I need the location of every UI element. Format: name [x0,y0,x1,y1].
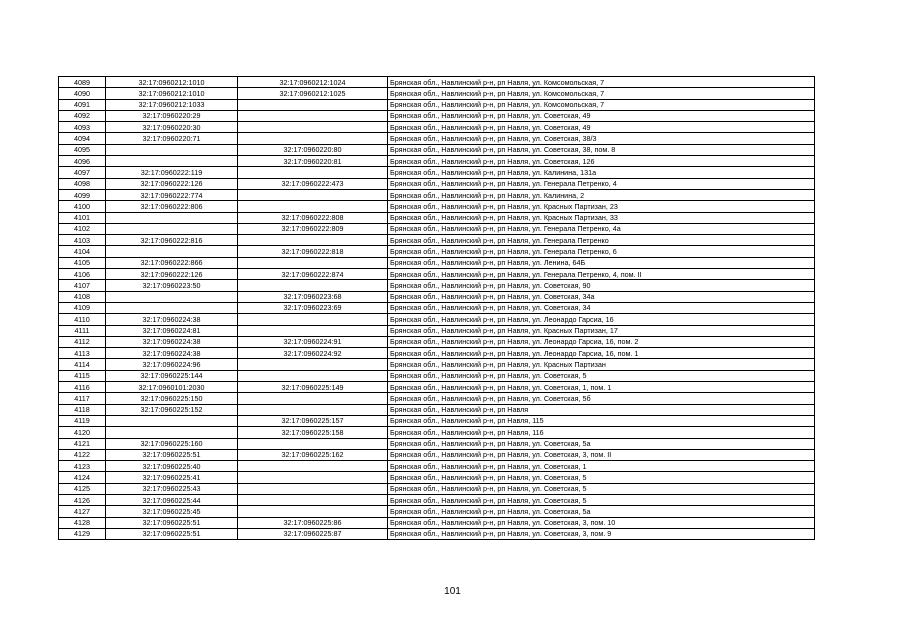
row-number-cell: 4095 [59,144,106,155]
address-cell: Брянская обл., Навлинский р-н, рп Навля, ул. Советская, 126 [388,156,815,167]
linked-cadastral-number-cell: 32:17:0960220:81 [238,156,388,167]
row-number-cell: 4099 [59,189,106,200]
cadastral-number-cell: 32:17:0960222:866 [106,257,238,268]
row-number-cell: 4090 [59,88,106,99]
table-row [59,257,815,268]
table-row [59,528,815,539]
linked-cadastral-number-cell: 32:17:0960225:86 [238,517,388,528]
linked-cadastral-number-cell [238,99,388,110]
row-number-cell: 4120 [59,427,106,438]
row-number-cell: 4127 [59,506,106,517]
table-row [59,336,815,347]
linked-cadastral-number-cell [238,167,388,178]
address-cell: Брянская обл., Навлинский р-н, рп Навля, ул. Генерала Петренко, 6 [388,246,815,257]
row-number-cell: 4089 [59,77,106,88]
row-number-cell: 4104 [59,246,106,257]
linked-cadastral-number-cell: 32:17:0960225:162 [238,449,388,460]
row-number-cell: 4106 [59,269,106,280]
address-cell: Брянская обл., Навлинский р-н, рп Навля, ул. Советская, 38/3 [388,133,815,144]
linked-cadastral-number-cell [238,506,388,517]
address-cell: Брянская обл., Навлинский р-н, рп Навля, ул. Красных Партизан, 23 [388,201,815,212]
table-row [59,235,815,246]
cadastral-number-cell [106,144,238,155]
row-number-cell: 4103 [59,235,106,246]
address-cell: Брянская обл., Навлинский р-н, рп Навля, ул. Комсомольская, 7 [388,88,815,99]
row-number-cell: 4110 [59,314,106,325]
table-row [59,438,815,449]
table-row [59,314,815,325]
linked-cadastral-number-cell [238,257,388,268]
linked-cadastral-number-cell [238,189,388,200]
address-cell: Брянская обл., Навлинский р-н, рп Навля, ул. Красных Партизан [388,359,815,370]
linked-cadastral-number-cell: 32:17:0960225:157 [238,415,388,426]
table-row [59,393,815,404]
row-number-cell: 4111 [59,325,106,336]
address-cell: Брянская обл., Навлинский р-н, рп Навля, ул. Советская, 5а [388,438,815,449]
linked-cadastral-number-cell: 32:17:0960220:80 [238,144,388,155]
table-row [59,291,815,302]
address-cell: Брянская обл., Навлинский р-н, рп Навля, ул. Советская, 3, пом. 9 [388,528,815,539]
linked-cadastral-number-cell [238,235,388,246]
row-number-cell: 4108 [59,291,106,302]
cadastral-number-cell: 32:17:0960220:30 [106,122,238,133]
table-row [59,133,815,144]
cadastral-number-cell [106,291,238,302]
linked-cadastral-number-cell: 32:17:0960222:808 [238,212,388,223]
table-row [59,348,815,359]
linked-cadastral-number-cell [238,461,388,472]
address-cell: Брянская обл., Навлинский р-н, рп Навля, 115 [388,415,815,426]
row-number-cell: 4114 [59,359,106,370]
row-number-cell: 4100 [59,201,106,212]
linked-cadastral-number-cell: 32:17:0960222:818 [238,246,388,257]
address-cell: Брянская обл., Навлинский р-н, рп Навля, ул. Комсомольская, 7 [388,99,815,110]
records-table-body [59,77,815,540]
address-cell: Брянская обл., Навлинский р-н, рп Навля, ул. Генерала Петренко, 4, пом. II [388,269,815,280]
row-number-cell: 4116 [59,382,106,393]
address-cell: Брянская обл., Навлинский р-н, рп Навля, ул. Советская, 5 [388,370,815,381]
table-row [59,201,815,212]
address-cell: Брянская обл., Навлинский р-н, рп Навля, ул. Советская, 5 [388,472,815,483]
linked-cadastral-number-cell: 32:17:0960212:1024 [238,77,388,88]
cadastral-number-cell: 32:17:0960212:1010 [106,77,238,88]
address-cell: Брянская обл., Навлинский р-н, рп Навля, ул. Советская, 5 [388,494,815,505]
linked-cadastral-number-cell [238,280,388,291]
linked-cadastral-number-cell: 32:17:0960223:68 [238,291,388,302]
cadastral-number-cell: 32:17:0960101:2030 [106,382,238,393]
cadastral-number-cell: 32:17:0960225:160 [106,438,238,449]
table-row [59,506,815,517]
row-number-cell: 4117 [59,393,106,404]
address-cell: Брянская обл., Навлинский р-н, рп Навля, ул. Советская, 34 [388,302,815,313]
row-number-cell: 4092 [59,110,106,121]
cadastral-number-cell: 32:17:0960223:50 [106,280,238,291]
cadastral-number-cell: 32:17:0960224:81 [106,325,238,336]
address-cell: Брянская обл., Навлинский р-н, рп Навля, ул. Леонардо Гарсиа, 16, пом. 1 [388,348,815,359]
table-row [59,415,815,426]
linked-cadastral-number-cell: 32:17:0960222:874 [238,269,388,280]
address-cell: Брянская обл., Навлинский р-н, рп Навля, ул. Ленина, 64Б [388,257,815,268]
cadastral-number-cell: 32:17:0960225:40 [106,461,238,472]
table-row [59,189,815,200]
row-number-cell: 4113 [59,348,106,359]
cadastral-number-cell: 32:17:0960225:144 [106,370,238,381]
address-cell: Брянская обл., Навлинский р-н, рп Навля, ул. Советская, 1, пом. 1 [388,382,815,393]
address-cell: Брянская обл., Навлинский р-н, рп Навля, ул. Советская, 49 [388,122,815,133]
cadastral-number-cell: 32:17:0960212:1010 [106,88,238,99]
row-number-cell: 4121 [59,438,106,449]
row-number-cell: 4102 [59,223,106,234]
linked-cadastral-number-cell [238,370,388,381]
cadastral-number-cell [106,246,238,257]
cadastral-number-cell: 32:17:0960225:45 [106,506,238,517]
table-row [59,269,815,280]
table-row [59,110,815,121]
address-cell: Брянская обл., Навлинский р-н, рп Навля, ул. Советская, 3, пом. 10 [388,517,815,528]
table-row [59,302,815,313]
address-cell: Брянская обл., Навлинский р-н, рп Навля, ул. Красных Партизан, 33 [388,212,815,223]
linked-cadastral-number-cell [238,201,388,212]
row-number-cell: 4098 [59,178,106,189]
address-cell: Брянская обл., Навлинский р-н, рп Навля, ул. Советская, 5б [388,393,815,404]
table-row [59,167,815,178]
address-cell: Брянская обл., Навлинский р-н, рп Навля, ул. Калинина, 131а [388,167,815,178]
linked-cadastral-number-cell [238,483,388,494]
cadastral-number-cell: 32:17:0960220:71 [106,133,238,144]
address-cell: Брянская обл., Навлинский р-н, рп Навля, ул. Советская, 3, пом. II [388,449,815,460]
linked-cadastral-number-cell [238,110,388,121]
address-cell: Брянская обл., Навлинский р-н, рп Навля, ул. Леонардо Гарсиа, 16, пом. 2 [388,336,815,347]
cadastral-number-cell: 32:17:0960212:1033 [106,99,238,110]
cadastral-number-cell: 32:17:0960225:51 [106,449,238,460]
table-row [59,427,815,438]
row-number-cell: 4122 [59,449,106,460]
row-number-cell: 4115 [59,370,106,381]
linked-cadastral-number-cell [238,359,388,370]
address-cell: Брянская обл., Навлинский р-н, рп Навля, ул. Леонардо Гарсиа, 16 [388,314,815,325]
row-number-cell: 4107 [59,280,106,291]
row-number-cell: 4093 [59,122,106,133]
row-number-cell: 4097 [59,167,106,178]
page-number: 101 [444,586,461,597]
address-cell: Брянская обл., Навлинский р-н, рп Навля, ул. Калинина, 2 [388,189,815,200]
row-number-cell: 4096 [59,156,106,167]
table-row [59,77,815,88]
linked-cadastral-number-cell [238,472,388,483]
linked-cadastral-number-cell [238,494,388,505]
table-row [59,144,815,155]
cadastral-number-cell: 32:17:0960225:41 [106,472,238,483]
cadastral-number-cell: 32:17:0960225:44 [106,494,238,505]
linked-cadastral-number-cell: 32:17:0960225:158 [238,427,388,438]
cadastral-number-cell: 32:17:0960225:51 [106,528,238,539]
linked-cadastral-number-cell: 32:17:0960212:1025 [238,88,388,99]
cadastral-number-cell: 32:17:0960222:774 [106,189,238,200]
linked-cadastral-number-cell: 32:17:0960224:92 [238,348,388,359]
cadastral-number-cell: 32:17:0960225:43 [106,483,238,494]
row-number-cell: 4125 [59,483,106,494]
table-row [59,472,815,483]
cadastral-number-cell: 32:17:0960222:816 [106,235,238,246]
address-cell: Брянская обл., Навлинский р-н, рп Навля, ул. Советская, 34а [388,291,815,302]
address-cell: Брянская обл., Навлинский р-н, рп Навля, ул. Советская, 90 [388,280,815,291]
table-row [59,122,815,133]
cadastral-number-cell: 32:17:0960225:150 [106,393,238,404]
address-cell: Брянская обл., Навлинский р-н, рп Навля, ул. Советская, 5а [388,506,815,517]
address-cell: Брянская обл., Навлинский р-н, рп Навля, ул. Генерала Петренко, 4 [388,178,815,189]
cadastral-number-cell: 32:17:0960222:126 [106,178,238,189]
table-row [59,370,815,381]
address-cell: Брянская обл., Навлинский р-н, рп Навля, ул. Советская, 38, пом. 8 [388,144,815,155]
row-number-cell: 4105 [59,257,106,268]
table-row [59,88,815,99]
row-number-cell: 4119 [59,415,106,426]
cadastral-number-cell [106,302,238,313]
table-row [59,212,815,223]
address-cell: Брянская обл., Навлинский р-н, рп Навля [388,404,815,415]
table-row [59,517,815,528]
linked-cadastral-number-cell: 32:17:0960224:91 [238,336,388,347]
row-number-cell: 4112 [59,336,106,347]
table-row [59,223,815,234]
cadastral-number-cell [106,212,238,223]
row-number-cell: 4123 [59,461,106,472]
cadastral-number-cell: 32:17:0960222:126 [106,269,238,280]
records-table [58,76,815,540]
row-number-cell: 4094 [59,133,106,144]
address-cell: Брянская обл., Навлинский р-н, рп Навля, ул. Советская, 5 [388,483,815,494]
linked-cadastral-number-cell: 32:17:0960222:473 [238,178,388,189]
row-number-cell: 4129 [59,528,106,539]
table-row [59,494,815,505]
cadastral-number-cell: 32:17:0960225:152 [106,404,238,415]
address-cell: Брянская обл., Навлинский р-н, рп Навля, ул. Генерала Петренко, 4а [388,223,815,234]
table-row [59,156,815,167]
table-row [59,178,815,189]
cadastral-number-cell: 32:17:0960224:38 [106,314,238,325]
linked-cadastral-number-cell [238,393,388,404]
linked-cadastral-number-cell [238,404,388,415]
cadastral-number-cell: 32:17:0960224:38 [106,336,238,347]
cadastral-number-cell [106,223,238,234]
cadastral-number-cell: 32:17:0960222:806 [106,201,238,212]
cadastral-number-cell [106,415,238,426]
row-number-cell: 4109 [59,302,106,313]
table-row [59,99,815,110]
row-number-cell: 4128 [59,517,106,528]
row-number-cell: 4091 [59,99,106,110]
address-cell: Брянская обл., Навлинский р-н, рп Навля, ул. Генерала Петренко [388,235,815,246]
linked-cadastral-number-cell [238,438,388,449]
table-row [59,246,815,257]
row-number-cell: 4118 [59,404,106,415]
table-row [59,483,815,494]
address-cell: Брянская обл., Навлинский р-н, рп Навля, ул. Красных Партизан, 17 [388,325,815,336]
table-row [59,404,815,415]
linked-cadastral-number-cell: 32:17:0960225:87 [238,528,388,539]
linked-cadastral-number-cell: 32:17:0960225:149 [238,382,388,393]
table-row [59,461,815,472]
cadastral-number-cell [106,156,238,167]
cadastral-number-cell: 32:17:0960224:96 [106,359,238,370]
table-row [59,325,815,336]
table-row [59,359,815,370]
linked-cadastral-number-cell: 32:17:0960223:69 [238,302,388,313]
cadastral-number-cell: 32:17:0960222:119 [106,167,238,178]
address-cell: Брянская обл., Навлинский р-н, рп Навля, 116 [388,427,815,438]
row-number-cell: 4124 [59,472,106,483]
table-row [59,280,815,291]
cadastral-number-cell: 32:17:0960224:38 [106,348,238,359]
cadastral-number-cell: 32:17:0960225:51 [106,517,238,528]
cadastral-number-cell: 32:17:0960220:29 [106,110,238,121]
row-number-cell: 4126 [59,494,106,505]
linked-cadastral-number-cell [238,133,388,144]
address-cell: Брянская обл., Навлинский р-н, рп Навля, ул. Комсомольская, 7 [388,77,815,88]
linked-cadastral-number-cell [238,122,388,133]
linked-cadastral-number-cell [238,314,388,325]
table-row [59,449,815,460]
row-number-cell: 4101 [59,212,106,223]
linked-cadastral-number-cell: 32:17:0960222:809 [238,223,388,234]
cadastral-number-cell [106,427,238,438]
address-cell: Брянская обл., Навлинский р-н, рп Навля, ул. Советская, 49 [388,110,815,121]
address-cell: Брянская обл., Навлинский р-н, рп Навля, ул. Советская, 1 [388,461,815,472]
linked-cadastral-number-cell [238,325,388,336]
table-row [59,382,815,393]
